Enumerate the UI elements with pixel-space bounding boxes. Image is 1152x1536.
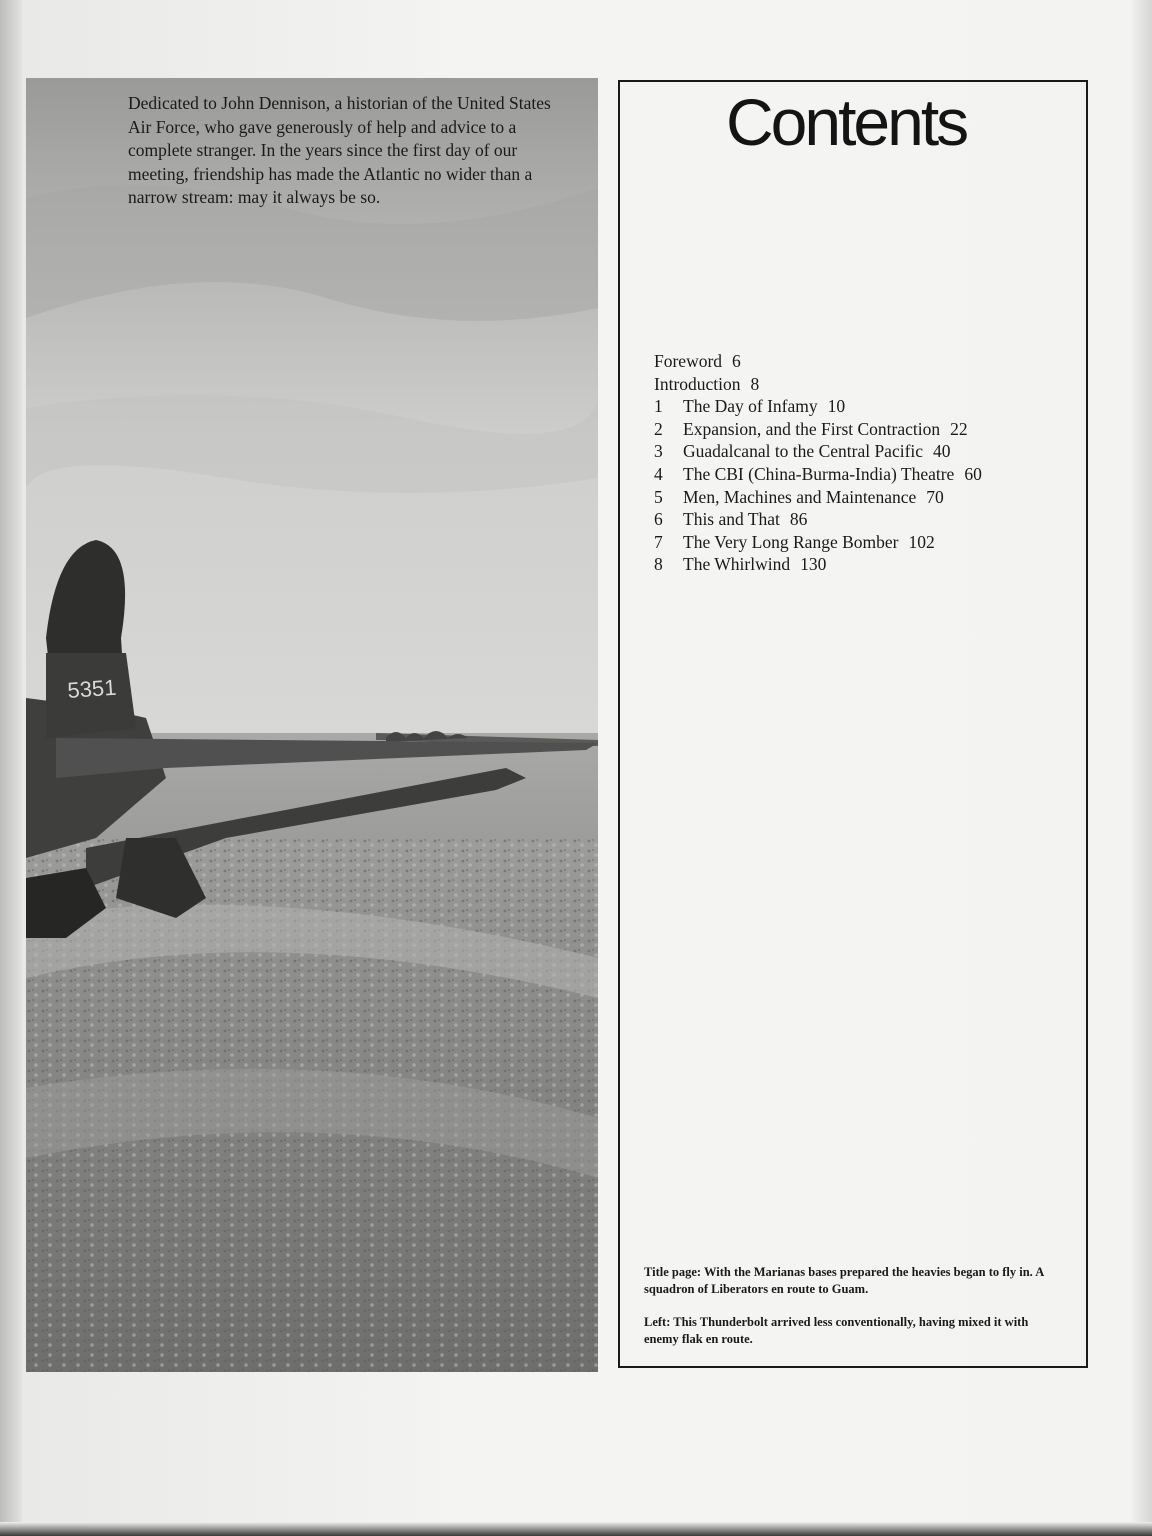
chapter-title: Men, Machines and Maintenance bbox=[683, 486, 917, 507]
toc-entry-foreword: Foreword 6 bbox=[654, 351, 741, 371]
toc-page-number: 8 bbox=[750, 373, 760, 394]
chapter-number: 1 bbox=[654, 396, 663, 417]
toc-page-number: 40 bbox=[933, 441, 951, 462]
chapter-number: 2 bbox=[654, 418, 663, 439]
toc-entry-chapter-5 bbox=[654, 486, 1074, 509]
toc-page-number: 22 bbox=[950, 418, 968, 439]
toc-page-number: 60 bbox=[964, 463, 982, 484]
tail-number: 5351 bbox=[66, 674, 118, 703]
toc-page-number: 10 bbox=[827, 396, 846, 417]
caption-left-photo: Left: This Thunderbolt arrived less conventionally, having mixed it with enemy flak en route. bbox=[644, 1315, 1029, 1346]
toc-page-number: 6 bbox=[732, 351, 741, 371]
table-of-contents bbox=[654, 350, 1074, 576]
chapter-title: Expansion, and the First Contraction bbox=[683, 418, 941, 439]
book-bottom-edge bbox=[0, 1522, 1152, 1536]
caption-title-page: Title page: With the Marianas bases prepared the heavies began to fly in. A squadron of Liberators en route to Guam. bbox=[644, 1265, 1044, 1296]
toc-entry-chapter-6 bbox=[654, 508, 1074, 531]
toc-entry-chapter-1 bbox=[654, 395, 1074, 418]
toc-entry-chapter-8 bbox=[654, 553, 1074, 576]
chapter-title: Guadalcanal to the Central Pacific bbox=[683, 441, 924, 462]
chapter-title: The Whirlwind bbox=[683, 554, 791, 575]
chapter-number: 4 bbox=[654, 463, 663, 484]
toc-entry-chapter-4 bbox=[654, 463, 1074, 486]
chapter-title: This and That bbox=[683, 509, 780, 530]
toc-page-number: 86 bbox=[789, 509, 808, 530]
toc-page-number: 102 bbox=[908, 531, 935, 552]
aircraft-photograph bbox=[26, 78, 598, 1372]
chapter-number: 5 bbox=[654, 486, 663, 507]
contents-title: Contents bbox=[726, 85, 967, 159]
book-gutter-edge bbox=[0, 0, 22, 1536]
chapter-number: 8 bbox=[654, 554, 663, 575]
chapter-number: 6 bbox=[654, 509, 663, 530]
chapter-number: 7 bbox=[654, 531, 663, 552]
toc-page-number: 130 bbox=[800, 554, 827, 575]
toc-entry-chapter-7 bbox=[654, 531, 1074, 554]
chapter-title: The Day of Infamy bbox=[683, 396, 818, 417]
toc-page-number: 70 bbox=[926, 486, 944, 507]
chapter-number: 3 bbox=[654, 441, 663, 462]
chapter-title: The Very Long Range Bomber bbox=[683, 531, 899, 552]
page-right-edge bbox=[1132, 0, 1152, 1536]
contents-panel bbox=[618, 80, 1088, 1368]
toc-entry-introduction: Introduction 8 bbox=[654, 373, 760, 394]
chapter-title: The CBI (China-Burma-India) Theatre bbox=[683, 463, 955, 484]
toc-entry-chapter-2 bbox=[654, 418, 1074, 441]
dedication-text: Dedicated to John Dennison, a historian of the United States Air Force, who gave generously of help and advice to a complete stranger. In the years since the first day of our meeting, friendship has made the Atlantic no wider than a narrow stream: may it always be so. bbox=[128, 93, 551, 207]
toc-entry-chapter-3 bbox=[654, 440, 1074, 463]
